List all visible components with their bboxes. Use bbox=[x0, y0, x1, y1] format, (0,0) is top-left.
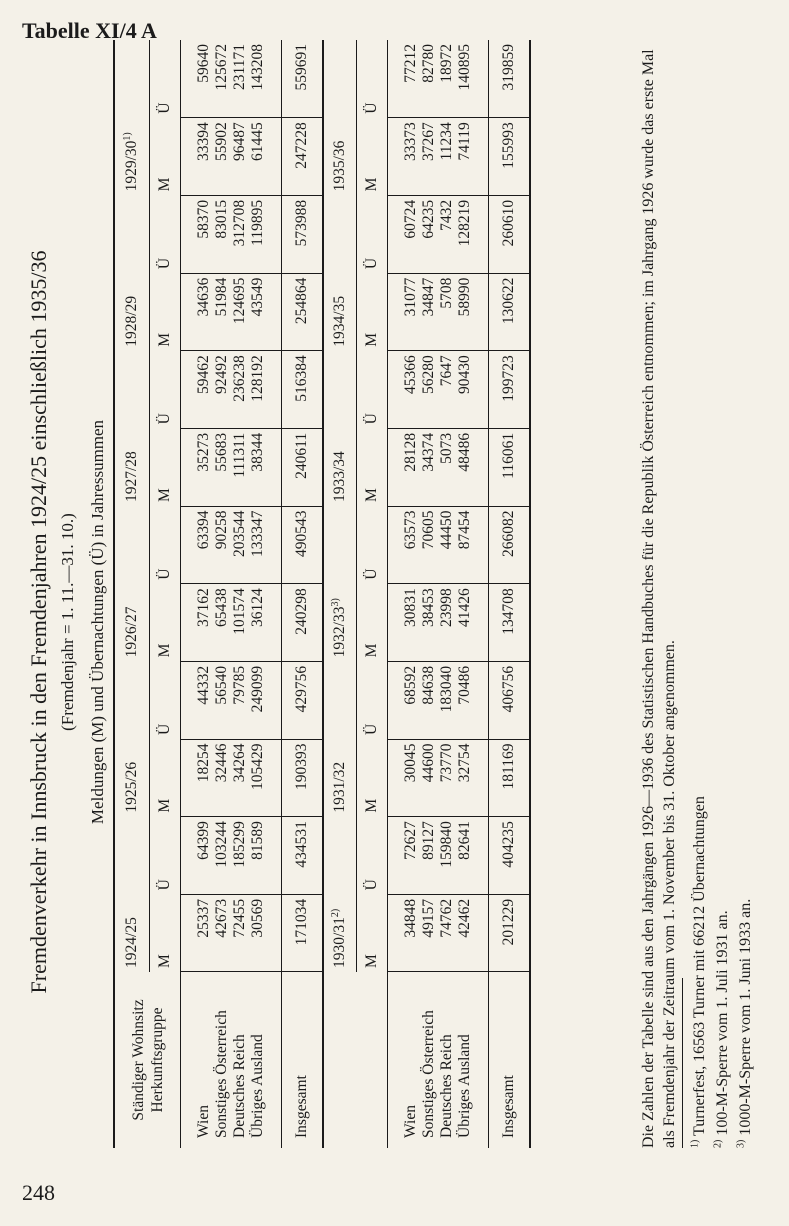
data-cell: 74119 bbox=[456, 118, 489, 196]
data-cell: 58990 bbox=[456, 273, 489, 351]
table-row bbox=[282, 40, 324, 1148]
table-row bbox=[231, 40, 249, 1148]
data-cell: 34847 bbox=[420, 273, 438, 351]
total-cell: 116061 bbox=[489, 428, 531, 506]
category-label: Wien bbox=[388, 972, 421, 1148]
footnotes bbox=[688, 796, 757, 1148]
category-label: Deutsches Reich bbox=[231, 1034, 248, 1138]
year-label: 1935/36 bbox=[331, 140, 348, 192]
data-cell: 96487 bbox=[231, 118, 249, 196]
data-cell: 73770 bbox=[438, 739, 456, 817]
data-cell: 34636 bbox=[181, 273, 214, 351]
total-cell: 573988 bbox=[282, 195, 324, 273]
data-cell: 133347 bbox=[249, 506, 282, 584]
data-cell: 23998 bbox=[438, 584, 456, 662]
data-cell: 72627 bbox=[388, 817, 421, 895]
footnote bbox=[711, 796, 734, 1148]
year-label: 1924/25 bbox=[123, 917, 140, 968]
col-u-header: Ü bbox=[357, 40, 388, 118]
total-label: Insgesamt bbox=[489, 972, 531, 1148]
data-cell: 90258 bbox=[213, 506, 231, 584]
category-label: Übriges Ausland bbox=[249, 1034, 266, 1138]
data-cell: 43549 bbox=[249, 273, 282, 351]
year-label: 1927/28 bbox=[123, 451, 140, 503]
data-cell: 77212 bbox=[388, 40, 421, 118]
data-cell: 34848 bbox=[388, 894, 421, 972]
year-label: 1925/26 bbox=[123, 761, 140, 813]
row-header: Ständiger Wohnsitz Herkunftsgruppe bbox=[129, 999, 166, 1121]
data-cell: 119895 bbox=[249, 195, 282, 273]
data-cell: 55683 bbox=[213, 428, 231, 506]
data-cell: 45366 bbox=[388, 351, 421, 429]
col-m-header: M bbox=[357, 273, 388, 351]
year-header bbox=[114, 506, 150, 661]
total-cell: 559691 bbox=[282, 40, 324, 118]
year-header bbox=[323, 351, 357, 506]
table-caption: Meldungen (M) und Übernachtungen (Ü) in Jahressummen bbox=[88, 419, 107, 825]
total-cell: 201229 bbox=[489, 894, 531, 972]
data-cell: 128219 bbox=[456, 195, 489, 273]
category-label: Übriges Ausland bbox=[456, 1034, 473, 1138]
data-cell: 81589 bbox=[249, 817, 282, 895]
year-header bbox=[114, 817, 150, 972]
year-label: 1933/34 bbox=[331, 451, 348, 503]
data-cell: 185299 bbox=[231, 817, 249, 895]
data-cell: 140895 bbox=[456, 40, 489, 118]
data-cell: 49157 bbox=[420, 894, 438, 972]
data-cell: 72455 bbox=[231, 894, 249, 972]
total-cell: 490543 bbox=[282, 506, 324, 584]
table-title: Fremdenverkehr in Innsbruck in den Fremdenjahren 1924/25 einschließlich 1935/36 bbox=[26, 250, 51, 994]
data-cell: 87454 bbox=[456, 506, 489, 584]
total-cell: 134708 bbox=[489, 584, 531, 662]
table-row bbox=[249, 40, 282, 1148]
total-cell: 260610 bbox=[489, 195, 531, 273]
year-label: 1931/32 bbox=[331, 761, 348, 813]
footnote-rule bbox=[682, 978, 683, 1148]
data-cell: 312708 bbox=[231, 195, 249, 273]
total-cell: 181169 bbox=[489, 739, 531, 817]
row-header-blank bbox=[323, 972, 388, 1148]
data-cell: 56540 bbox=[213, 661, 231, 739]
data-cell: 5708 bbox=[438, 273, 456, 351]
total-cell: 240611 bbox=[282, 428, 324, 506]
data-cell: 63394 bbox=[181, 506, 214, 584]
col-u-header: Ü bbox=[357, 817, 388, 895]
data-cell: 30569 bbox=[249, 894, 282, 972]
data-cell: 28128 bbox=[388, 428, 421, 506]
col-u-header: Ü bbox=[150, 40, 181, 118]
total-cell: 199723 bbox=[489, 351, 531, 429]
year-label: 1934/35 bbox=[331, 295, 348, 347]
data-cell: 41426 bbox=[456, 584, 489, 662]
data-cell: 34264 bbox=[231, 739, 249, 817]
col-u-header: Ü bbox=[150, 506, 181, 584]
data-cell: 34374 bbox=[420, 428, 438, 506]
data-cell: 36124 bbox=[249, 584, 282, 662]
year-header bbox=[323, 661, 357, 816]
data-cell: 89127 bbox=[420, 817, 438, 895]
total-cell: 516384 bbox=[282, 351, 324, 429]
category-label: Deutsches Reich bbox=[438, 1034, 455, 1138]
table-row bbox=[489, 40, 531, 1148]
data-cell: 58370 bbox=[181, 195, 214, 273]
data-cell: 30045 bbox=[388, 739, 421, 817]
data-cell: 82780 bbox=[420, 40, 438, 118]
rotated-table-page bbox=[18, 32, 768, 1212]
table-row bbox=[456, 40, 489, 1148]
data-cell: 70486 bbox=[456, 661, 489, 739]
data-cell: 79785 bbox=[231, 661, 249, 739]
data-cell: 44332 bbox=[181, 661, 214, 739]
total-cell: 266082 bbox=[489, 506, 531, 584]
year-header bbox=[114, 40, 150, 195]
year-label: 1932/33 bbox=[331, 606, 348, 658]
total-cell: 155993 bbox=[489, 118, 531, 196]
data-cell: 37267 bbox=[420, 118, 438, 196]
data-cell: 125672 bbox=[213, 40, 231, 118]
footnote bbox=[688, 796, 711, 1148]
table-row bbox=[114, 40, 150, 1148]
data-cell: 7432 bbox=[438, 195, 456, 273]
total-cell: 254864 bbox=[282, 273, 324, 351]
year-header bbox=[114, 195, 150, 350]
data-cell: 59640 bbox=[181, 40, 214, 118]
col-m-header: M bbox=[357, 118, 388, 196]
col-m-header: M bbox=[357, 894, 388, 972]
data-cell: 70605 bbox=[420, 506, 438, 584]
data-cell: 61445 bbox=[249, 118, 282, 196]
data-cell: 103244 bbox=[213, 817, 231, 895]
total-cell: 406756 bbox=[489, 661, 531, 739]
table-row bbox=[438, 40, 456, 1148]
total-cell: 130622 bbox=[489, 273, 531, 351]
data-cell: 64235 bbox=[420, 195, 438, 273]
data-cell: 44450 bbox=[438, 506, 456, 584]
col-m-header: M bbox=[150, 273, 181, 351]
col-m-header: M bbox=[357, 428, 388, 506]
col-u-header: Ü bbox=[150, 195, 181, 273]
table-row bbox=[420, 40, 438, 1148]
data-cell: 128192 bbox=[249, 351, 282, 429]
data-cell: 231171 bbox=[231, 40, 249, 118]
year-header bbox=[323, 817, 357, 972]
col-u-header: Ü bbox=[357, 351, 388, 429]
col-m-header: M bbox=[150, 584, 181, 662]
data-cell: 25337 bbox=[181, 894, 214, 972]
total-label: Insgesamt bbox=[282, 972, 324, 1148]
footnote-text: 100-M-Sperre vom 1. Juli 1931 an. bbox=[714, 910, 731, 1140]
data-cell: 38453 bbox=[420, 584, 438, 662]
data-cell: 37162 bbox=[181, 584, 214, 662]
data-cell: 68592 bbox=[388, 661, 421, 739]
total-cell: 247228 bbox=[282, 118, 324, 196]
data-cell: 159840 bbox=[438, 817, 456, 895]
year-label: 1929/30 bbox=[123, 140, 140, 192]
data-cell: 5073 bbox=[438, 428, 456, 506]
total-cell: 171034 bbox=[282, 894, 324, 972]
data-cell: 124695 bbox=[231, 273, 249, 351]
data-cell: 32754 bbox=[456, 739, 489, 817]
footnote-mark: 1) bbox=[121, 132, 133, 141]
footnote bbox=[734, 796, 757, 1148]
total-cell: 429756 bbox=[282, 661, 324, 739]
data-cell: 32446 bbox=[213, 739, 231, 817]
year-header bbox=[114, 661, 150, 816]
data-cell: 31077 bbox=[388, 273, 421, 351]
col-m-header: M bbox=[150, 739, 181, 817]
data-cell: 60724 bbox=[388, 195, 421, 273]
source-note: Die Zahlen der Tabelle sind aus den Jahrgängen 1926—1936 des Statistischen Handbuches für die Republik Österreich entnommen; im Jahrgang 1926 wurde das erste Mal als Fremdenjahr der Zeitraum vom 1. November bis 31. Oktober angenommen. bbox=[640, 49, 678, 1148]
year-label: 1926/27 bbox=[123, 606, 140, 658]
footnote-mark: 3) bbox=[735, 1139, 747, 1148]
col-m-header: M bbox=[150, 894, 181, 972]
data-cell: 35273 bbox=[181, 428, 214, 506]
col-m-header: M bbox=[150, 118, 181, 196]
data-cell: 44600 bbox=[420, 739, 438, 817]
data-cell: 30831 bbox=[388, 584, 421, 662]
data-cell: 38344 bbox=[249, 428, 282, 506]
data-cell: 82641 bbox=[456, 817, 489, 895]
data-cell: 64399 bbox=[181, 817, 214, 895]
col-u-header: Ü bbox=[150, 661, 181, 739]
total-cell: 404235 bbox=[489, 817, 531, 895]
total-cell: 319859 bbox=[489, 40, 531, 118]
table-row bbox=[323, 40, 357, 1148]
data-cell: 7647 bbox=[438, 351, 456, 429]
col-u-header: Ü bbox=[357, 195, 388, 273]
data-cell: 42673 bbox=[213, 894, 231, 972]
data-cell: 84638 bbox=[420, 661, 438, 739]
tourism-table bbox=[113, 40, 531, 1148]
year-header bbox=[114, 351, 150, 506]
col-u-header: Ü bbox=[150, 351, 181, 429]
table-row bbox=[388, 40, 421, 1148]
col-u-header: Ü bbox=[150, 817, 181, 895]
total-cell: 434531 bbox=[282, 817, 324, 895]
data-cell: 59462 bbox=[181, 351, 214, 429]
data-cell: 105429 bbox=[249, 739, 282, 817]
page-number: 248 bbox=[22, 1180, 55, 1205]
data-cell: 249099 bbox=[249, 661, 282, 739]
table-label: Tabelle XI/4 A bbox=[22, 18, 157, 43]
data-cell: 92492 bbox=[213, 351, 231, 429]
col-m-header: M bbox=[357, 739, 388, 817]
data-cell: 51984 bbox=[213, 273, 231, 351]
footnote-mark: 2) bbox=[329, 908, 341, 918]
table-row bbox=[213, 40, 231, 1148]
footnote-mark: 1) bbox=[689, 1139, 701, 1148]
data-cell: 55902 bbox=[213, 118, 231, 196]
data-cell: 236238 bbox=[231, 351, 249, 429]
data-cell: 33373 bbox=[388, 118, 421, 196]
data-cell: 56280 bbox=[420, 351, 438, 429]
footnote-mark: 3) bbox=[329, 598, 341, 607]
data-cell: 90430 bbox=[456, 351, 489, 429]
footnote-text: Turnerfest, 16563 Turner mit 66212 Übernachtungen bbox=[691, 796, 708, 1140]
data-cell: 42462 bbox=[456, 894, 489, 972]
data-cell: 83015 bbox=[213, 195, 231, 273]
data-cell: 143208 bbox=[249, 40, 282, 118]
footnote-mark: 2) bbox=[712, 1139, 724, 1148]
total-cell: 190393 bbox=[282, 739, 324, 817]
category-label: Wien bbox=[181, 972, 214, 1148]
year-header bbox=[323, 40, 357, 195]
col-m-header: M bbox=[150, 428, 181, 506]
data-cell: 63573 bbox=[388, 506, 421, 584]
col-m-header: M bbox=[357, 584, 388, 662]
year-label: 1928/29 bbox=[123, 295, 140, 347]
footnote-text: 1000-M-Sperre vom 1. Juni 1933 an. bbox=[737, 898, 754, 1140]
data-cell: 183040 bbox=[438, 661, 456, 739]
data-cell: 18254 bbox=[181, 739, 214, 817]
data-cell: 18972 bbox=[438, 40, 456, 118]
data-cell: 111311 bbox=[231, 428, 249, 506]
data-cell: 33394 bbox=[181, 118, 214, 196]
data-cell: 203544 bbox=[231, 506, 249, 584]
data-cell: 48486 bbox=[456, 428, 489, 506]
table-row bbox=[181, 40, 214, 1148]
data-cell: 74762 bbox=[438, 894, 456, 972]
data-cell: 101574 bbox=[231, 584, 249, 662]
category-label: Sonstiges Österreich bbox=[420, 1010, 437, 1138]
data-cell: 65438 bbox=[213, 584, 231, 662]
table-subtitle: (Fremdenjahr = 1. 11.—31. 10.) bbox=[58, 513, 77, 731]
year-header bbox=[323, 195, 357, 350]
year-header bbox=[323, 506, 357, 661]
category-label: Sonstiges Österreich bbox=[213, 1010, 230, 1138]
year-label: 1930/31 bbox=[331, 917, 348, 968]
col-u-header: Ü bbox=[357, 661, 388, 739]
col-u-header: Ü bbox=[357, 506, 388, 584]
total-cell: 240298 bbox=[282, 584, 324, 662]
data-cell: 11234 bbox=[438, 118, 456, 196]
